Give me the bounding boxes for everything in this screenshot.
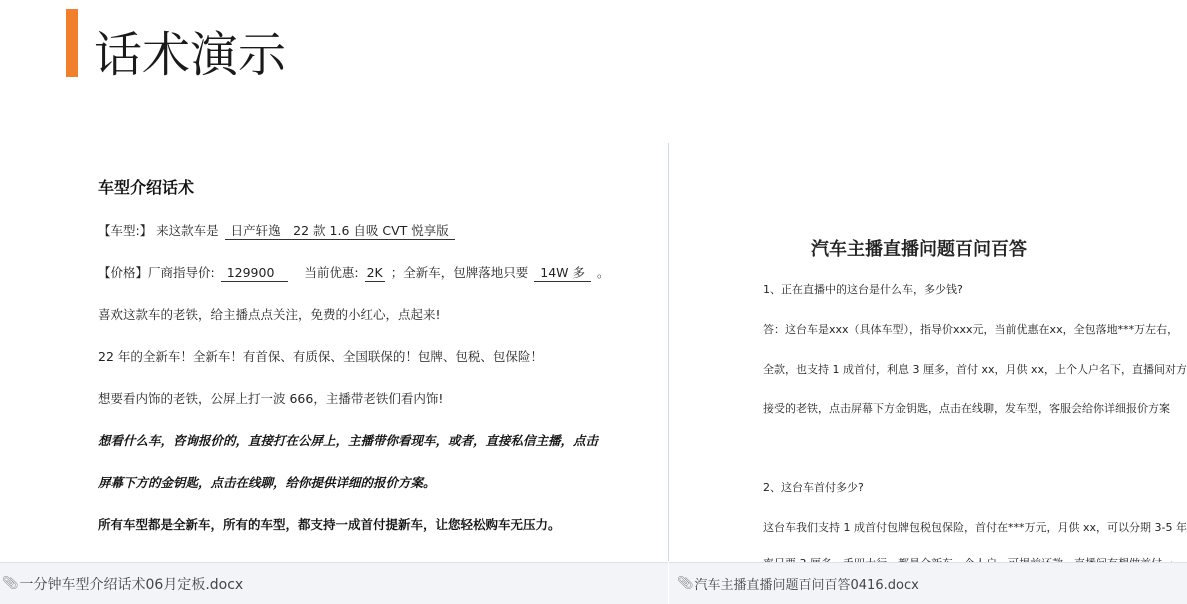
price-prefix: 【价格】厂商指导价: — [98, 265, 215, 280]
page-title: 话术演示 — [94, 27, 287, 83]
discount-value: 2K — [366, 265, 383, 280]
landing-value: 14W 多 — [534, 265, 591, 282]
faq-line-2: 答：这台车是xxx（具体车型），指导价xxx元，当前优惠在xx，全包落地***万左右， — [763, 323, 1179, 336]
model-prefix: 【车型:】 来这款车是 — [98, 223, 219, 238]
left-file-name[interactable]: 一分钟车型介绍话术06月定板.docx — [19, 576, 244, 593]
landing-prefix: ；全新车，包牌落地只要 — [390, 265, 529, 280]
model-value: 日产轩逸 22 款 1.6 自吸 CVT 悦享版 — [225, 223, 455, 240]
paperclip-icon: 📎︎ — [2, 576, 19, 591]
price-line — [98, 263, 610, 281]
title-accent-bar — [66, 9, 78, 77]
left-document-preview[interactable] — [0, 143, 668, 561]
discount-prefix: 当前优惠: — [304, 265, 359, 280]
left-doc-heading: 车型介绍话术 — [98, 178, 195, 197]
faq-line-3: 全款，也支持 1 成首付，利息 3 厘多，首付 xx，月供 xx，上个人户名下，直播间对方 — [763, 363, 1187, 376]
faq-line-5: 2、这台车首付多少? — [763, 481, 864, 494]
bold-line: 所有车型都是全新车，所有的车型，都支持一成首付提新车，让您轻松购车无压力。 — [98, 517, 561, 532]
body-line-3: 想要看内饰的老铁，公屏上打一波 666，主播带老铁们看内饰! — [98, 391, 444, 406]
emphasis-line-1: 想看什么车，咨询报价的，直接打在公屏上，主播带你看现车，或者，直接私信主播，点击 — [98, 433, 599, 448]
emphasis-line-2: 屏幕下方的金钥匙，点击在线聊，给你提供详细的报价方案。 — [98, 475, 436, 490]
faq-line-1: 1、正在直播中的这台是什么车，多少钱? — [763, 283, 963, 296]
right-document-preview[interactable] — [669, 143, 1187, 561]
body-line-1: 喜欢这款车的老铁，给主播点点关注，免费的小红心，点起来! — [98, 307, 441, 322]
right-file-name[interactable]: 汽车主播直播问题百问百答0416.docx — [694, 578, 919, 593]
faq-line-6: 这台车我们支持 1 成首付包牌包税包保险，首付在***万元，月供 xx，可以分期 3-5 年 — [763, 521, 1187, 534]
landing-suffix: 。 — [596, 265, 610, 280]
body-line-2: 22 年的全新车！全新车！有首保、有质保、全国联保的！包牌、包税、包保险！ — [98, 349, 543, 364]
paperclip-icon: 📎︎ — [677, 576, 694, 591]
faq-line-4: 接受的老铁，点击屏幕下方金钥匙，点击在线聊，发车型，客服会给你详细报价方案 — [763, 402, 1170, 415]
left-file-attachment[interactable] — [0, 562, 668, 604]
right-doc-heading: 汽车主播直播问题百问百答 — [811, 239, 1027, 260]
price-value: 129900 — [221, 265, 289, 282]
right-file-attachment[interactable] — [669, 562, 1187, 604]
model-line — [98, 221, 457, 239]
